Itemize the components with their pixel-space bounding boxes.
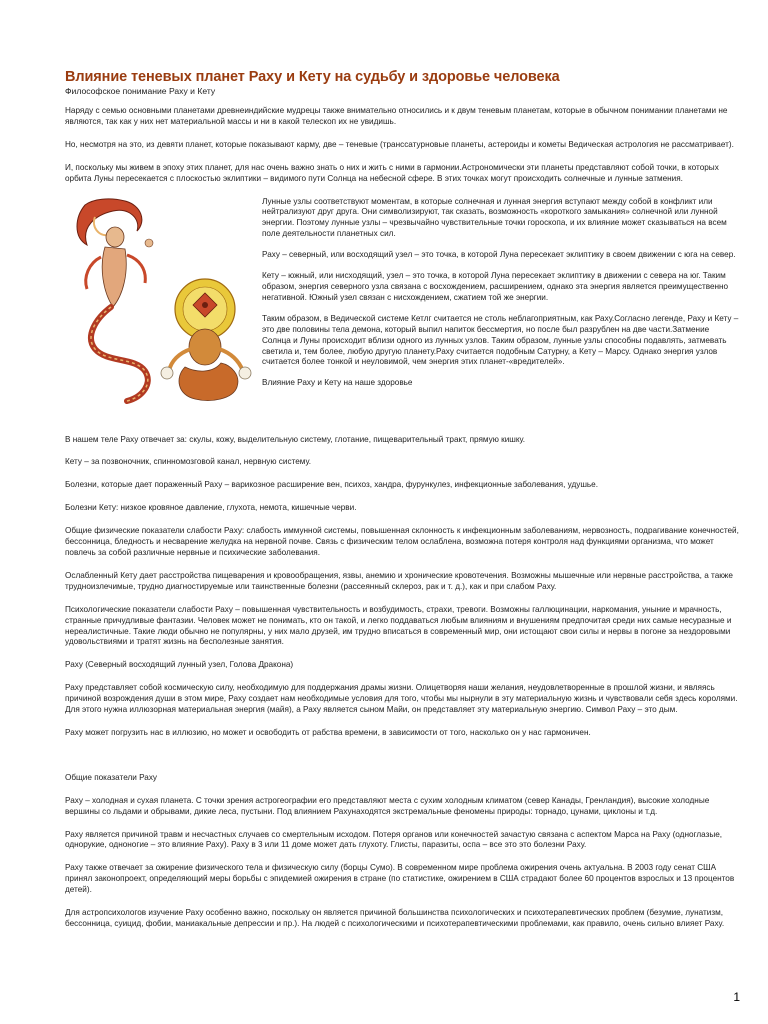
figure-side-paragraph: Раху – северный, или восходящий узел – это точка, в которой Луна пересекает эклиптику в своем движении с юга на север.	[262, 250, 736, 260]
figure-side-paragraph: Кету – южный, или нисходящий, узел – это точка, в которой Луна пересекает эклиптику в движении с севера на юг. Таким образом, энергия северного узла связана с восхождением, расширением, однако эта энергия является преимущественно негативной. Южный узел связан с нисхождением, сжатием той же энергии.	[262, 271, 729, 302]
figure-side-heading: Влияние Раху и Кету на наше здоровье	[262, 378, 413, 388]
intro-paragraph: Но, несмотря на это, из девяти планет, которые показывают карму, две – теневые (транссатурновые планеты, астероиды и кометы Ведическая астрология не рассматривает).	[65, 139, 734, 149]
body-paragraph: Болезни, которые дает пораженный Раху – варикозное расширение вен, психоз, хандра, фурункулез, инфекционные заболевания, удушье.	[65, 480, 599, 490]
section-heading: Общие показатели Раху	[65, 772, 158, 782]
figure-side-text	[262, 197, 740, 400]
section-spacer	[65, 751, 740, 773]
figure-block	[65, 197, 740, 407]
page-number: 1	[733, 990, 740, 1004]
body-paragraph: Раху (Северный восходящий лунный узел, Голова Дракона)	[65, 660, 294, 670]
figure-side-paragraph: Таким образом, в Ведической системе Кетлг считается не столь неблагоприятным, как Раху.Согласно легенде, Раху и Кету – это две половины тела демона, который выпил напиток бессмертия, но после был разрублен на две части.Затмение Солнца и Луны происходит вблизи одного из лунных узлов. Таким образом, лунные узлы способны подавлять, затмевать светила и, тем более, любую другую планету.Раху считается подобным Сатурну, а Кету – Марсу. Однако энергия узлов считается более тонкой и неуловимой, чем энергия этих планет-«вредителей».	[262, 313, 739, 367]
document-title: Влияние теневых планет Раху и Кету на судьбу и здоровье человека	[65, 69, 560, 85]
ketu-figure-icon	[161, 279, 251, 401]
section-paragraph: Раху – холодная и сухая планета. С точки зрения астрогеографии его представляют места с сухим холодным климатом (север Канады, Гренландия), высокие холодные вершины со льдами и обрывами, дикие леса, пустыни. Под влиянием Рахунаходятся экстремальные феномены природы: торнадо, цунами, циклоны и т.д.	[65, 795, 710, 816]
intro-paragraph: И, поскольку мы живем в эпоху этих планет, для нас очень важно знать о них и жить с ними в гармонии.Астрономически эти планеты представляют собой точки, в которых орбита Луны пересекается с плоскостью эклиптики – видимого пути Солнца на небесной сфере. В этих точках могут происходить солнечные и лунные затмения.	[65, 162, 719, 183]
rahu-ketu-illustration-icon	[65, 197, 255, 407]
body-paragraph: Болезни Кету: низкое кровяное давление, глухота, немота, кишечные черви.	[65, 503, 357, 513]
body-paragraph: Общие физические показатели слабости Раху: слабость иммунной системы, повышенная склонность к инфекционным заболеваниям, нервозность, подрагивание конечностей, бессонница, бледность и несварение желудка на нервной почве. Связь с физическим телом ослаблена, возможна потеря контроля над функциями организма, что может повлечь за собой различные нервные и психические заболевания.	[65, 526, 739, 557]
rahu-figure-icon	[77, 198, 153, 400]
figure-side-paragraph: Лунные узлы соответствуют моментам, в которые солнечная и лунная энергия вступают между собой в конфликт или нейтрализуют друг друга. Они символизируют, так сказать, возможность «короткого замыкания» солнечной или лунной энергии. Поэтому лунные узлы – чрезвычайно чувствительные точки гороскопа, и их влияние может сказываться на всем поле деятельности планетных сил.	[262, 196, 727, 239]
section-paragraph: Раху также отвечает за ожирение физического тела и физическую силу (борцы Сумо). В современном мире проблема ожирения очень актуальна. В 2003 году сенат США принял законопроект, определяющий меры борьбы с эпидемией ожирения в стране (по статистике, ожирением в США страдают более 60 процентов взрослых и 13 процентов детей).	[65, 863, 735, 895]
body-paragraph: В нашем теле Раху отвечает за: скулы, кожу, выделительную систему, глотание, пищеварительный тракт, прямую кишку.	[65, 434, 526, 444]
section-paragraph: Для астропсихологов изучение Раху особенно важно, поскольку он является причиной большинства психологических и психотерапевтических проблем (безумие, лунатизм, бессонница, суицид, фобии, маниакальные депрессии и пр.). На людей с психологическими и психотерапевтическими проблемами, как правило, очень сильно влияет Раху.	[65, 908, 725, 928]
body-paragraph: Ослабленный Кету дает расстройства пищеварения и кровообращения, язвы, анемию и хронические кровотечения. Возможны мышечные или нервные расстройства, а также трудноизлечимые, трудно диагностируемые или таинственные болезни (рассеянный склероз, рак и т. д.), как и при слабом Раху.	[65, 570, 733, 591]
document-page	[65, 68, 740, 942]
body-paragraph: Раху представляет собой космическую силу, необходимую для поддержания драмы жизни. Олицетворяя наши желания, неудовлетворенные в прошлой жизни, и являясь причиной возрождения души в этом мире, Раху создает нам необходимые условия для того, чтобы мы нырнули в эту материальную жизнь и чувствовали себя здесь королями. Для этого нужна иллюзорная материальная энергия (майя), а Раху является сыном Майи, он представляет эту материальную энергию. Символ Раху – это дым.	[65, 683, 738, 715]
section-paragraph: Раху является причиной травм и несчастных случаев со смертельным исходом. Потеря органов или конечностей зачастую связана с аспектом Марса на Раху (одноглазые, однорукие, одноногие – это влияние Раху). Раху в 3 или 11 доме может дать глухоту. Глисты, паразиты, оспа – все это это болезни Раху.	[65, 829, 723, 850]
intro-paragraph: Наряду с семью основными планетами древнеиндийские мудрецы также внимательно относились и к двум теневым планетам, которые в обычном понимании планетами не являются, так как у них нет материальной массы и ни в какой телескоп их не увидишь.	[65, 106, 728, 126]
body-paragraph: Кету – за позвоночник, спинномозговой канал, нервную систему.	[65, 457, 312, 467]
document-subtitle: Философское понимание Раху и Кету	[65, 86, 216, 96]
body-paragraph: Психологические показатели слабости Раху – повышенная чувствительность и возбудимость, страхи, тревоги. Возможны галлюцинации, наркомания, уныние и мрачность, странные причудливые фантазии. Человек может не понимать, кто он такой, и легко поддаваться любым влияниям и внушениям предпочитая среди них самые несуразные и нереалистичные. Такие люди обычно не популярны, у них мало друзей, им трудно вписаться в современный мир, они истощают свои силы и нервы в погоне за нездоровыми удовольствиями и тратят жизнь на бесполезные занятия.	[65, 604, 732, 647]
body-paragraph: Раху может погрузить нас в иллюзию, но может и освободить от рабства времени, в зависимости от того, насколько он у нас гармоничен.	[65, 727, 591, 737]
